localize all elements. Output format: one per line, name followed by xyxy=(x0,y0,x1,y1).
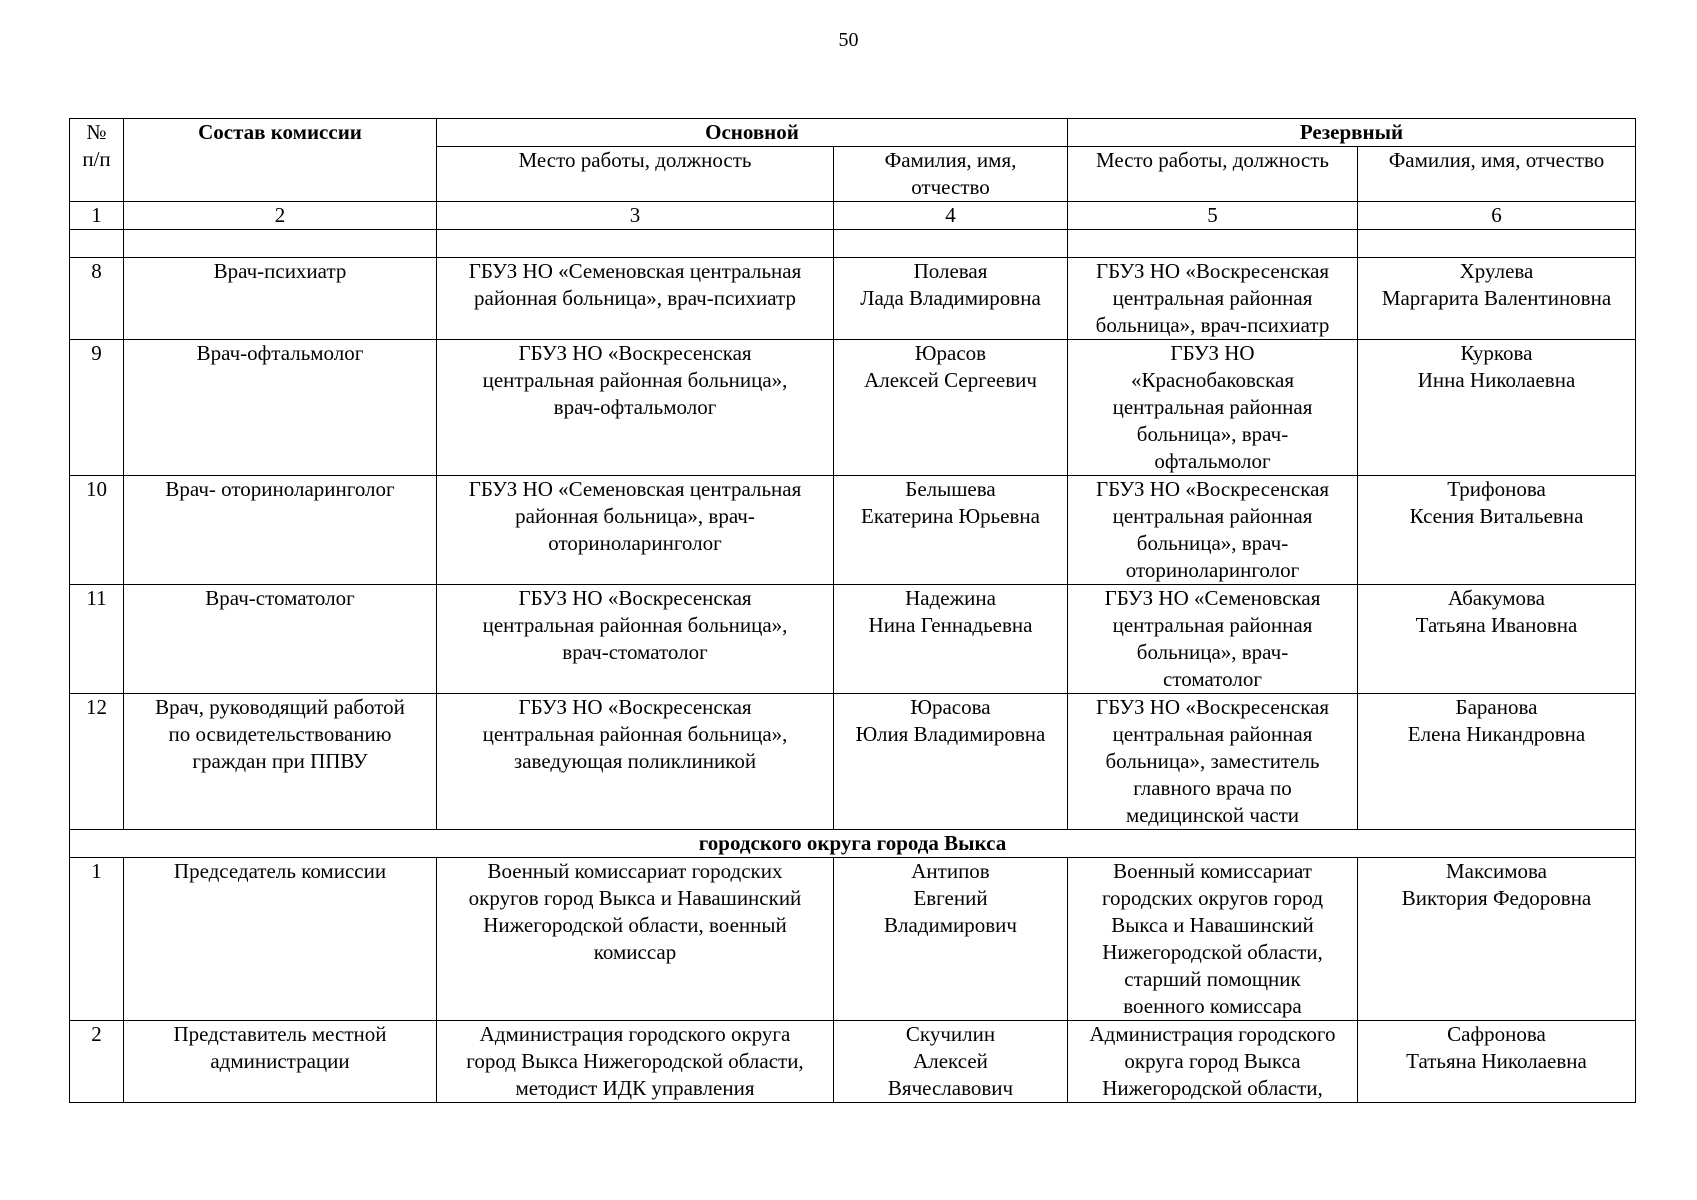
main-name-line: Нина Геннадьевна xyxy=(868,613,1033,637)
main-name-cell xyxy=(834,694,1068,830)
role-cell xyxy=(124,1021,437,1103)
reserve-workplace-line: центральная районная xyxy=(1112,395,1313,419)
role-line: граждан при ППВУ xyxy=(192,749,368,773)
reserve-name-cell xyxy=(1358,1021,1636,1103)
main-workplace-line: центральная районная больница», xyxy=(482,368,788,392)
column-number: 6 xyxy=(1358,202,1636,230)
reserve-name-cell xyxy=(1358,476,1636,585)
role-line: администрации xyxy=(210,1049,350,1073)
header-group-reserve: Резервный xyxy=(1068,119,1636,147)
section-row xyxy=(70,830,1636,858)
main-workplace-line: врач-стоматолог xyxy=(562,640,708,664)
main-workplace-line: округов город Выкса и Навашинский xyxy=(468,886,802,910)
column-number: 1 xyxy=(70,202,124,230)
reserve-workplace-line: городских округов город xyxy=(1101,886,1324,910)
main-name-cell xyxy=(834,476,1068,585)
role-line: Врач, руководящий работой xyxy=(155,695,405,719)
empty-cell xyxy=(437,230,834,258)
empty-cell xyxy=(1068,230,1358,258)
reserve-workplace-line: Военный комиссариат xyxy=(1113,859,1312,883)
commission-table xyxy=(69,118,1636,1103)
role-cell xyxy=(124,858,437,1021)
reserve-workplace-line: больница», врач- xyxy=(1136,422,1289,446)
reserve-workplace-line: военного комиссара xyxy=(1123,994,1302,1018)
header-col-no xyxy=(70,119,124,202)
main-workplace-line: комиссар xyxy=(593,940,677,964)
main-name-line: Антипов xyxy=(911,859,990,883)
header-main-name xyxy=(834,147,1068,202)
main-workplace-line: оториноларинголог xyxy=(548,531,722,555)
reserve-workplace-line: больница», врач- xyxy=(1136,640,1289,664)
main-workplace-line: ГБУЗ НО «Семеновская центральная xyxy=(468,477,802,501)
main-name-line: Полевая xyxy=(913,259,988,283)
header-reserve-workplace: Место работы, должность xyxy=(1068,147,1358,202)
main-name-line: Юрасова xyxy=(910,695,991,719)
main-name-line: Алексей xyxy=(913,1049,988,1073)
reserve-workplace-line: больница», врач- xyxy=(1136,531,1289,555)
reserve-workplace-line: ГБУЗ НО «Семеновская xyxy=(1104,586,1321,610)
main-workplace-line: районная больница», врач-психиатр xyxy=(474,286,796,310)
main-name-line: Надежина xyxy=(905,586,996,610)
table-row xyxy=(70,1021,1636,1103)
reserve-workplace-line: ГБУЗ НО «Воскресенская xyxy=(1095,477,1330,501)
reserve-name-line: Сафронова xyxy=(1447,1022,1546,1046)
reserve-workplace-line: Выкса и Навашинский xyxy=(1111,913,1314,937)
reserve-workplace-cell xyxy=(1068,585,1358,694)
reserve-name-line: Ксения Витальевна xyxy=(1409,504,1584,528)
reserve-workplace-line: центральная районная xyxy=(1112,613,1313,637)
main-name-line: Екатерина Юрьевна xyxy=(861,504,1040,528)
role-cell xyxy=(124,476,437,585)
main-workplace-line: Нижегородской области, военный xyxy=(483,913,787,937)
reserve-workplace-line: Нижегородской области, xyxy=(1102,940,1323,964)
reserve-name-line: Маргарита Валентиновна xyxy=(1381,286,1612,310)
reserve-workplace-line: ГБУЗ НО «Воскресенская xyxy=(1095,695,1330,719)
table-row xyxy=(70,585,1636,694)
reserve-name-line: Хрулева xyxy=(1459,259,1534,283)
role-line: Врач-офтальмолог xyxy=(196,341,364,365)
reserve-name-line: Максимова xyxy=(1446,859,1547,883)
column-number: 2 xyxy=(124,202,437,230)
main-workplace-line: центральная районная больница», xyxy=(482,722,788,746)
table-row xyxy=(70,858,1636,1021)
main-workplace-line: центральная районная больница», xyxy=(482,613,788,637)
role-cell xyxy=(124,258,437,340)
reserve-workplace-line: Нижегородской области, xyxy=(1102,1076,1323,1100)
reserve-workplace-line: «Краснобаковская xyxy=(1130,368,1294,392)
main-name-line: Скучилин xyxy=(905,1022,996,1046)
reserve-workplace-cell xyxy=(1068,476,1358,585)
column-number: 4 xyxy=(834,202,1068,230)
empty-cell xyxy=(124,230,437,258)
reserve-workplace-line: медицинской части xyxy=(1125,803,1300,827)
empty-cell xyxy=(70,230,124,258)
header-reserve-name: Фамилия, имя, отчество xyxy=(1358,147,1636,202)
reserve-name-cell xyxy=(1358,694,1636,830)
reserve-workplace-cell xyxy=(1068,1021,1358,1103)
main-name-line: Вячеславович xyxy=(887,1076,1014,1100)
reserve-name-line: Виктория Федоровна xyxy=(1401,886,1592,910)
role-cell xyxy=(124,694,437,830)
reserve-workplace-line: округа город Выкса xyxy=(1124,1049,1301,1073)
role-cell xyxy=(124,340,437,476)
table-row xyxy=(70,694,1636,830)
main-workplace-line: врач-офтальмолог xyxy=(553,395,717,419)
reserve-name-line: Абакумова xyxy=(1448,586,1545,610)
reserve-workplace-cell xyxy=(1068,694,1358,830)
role-cell xyxy=(124,585,437,694)
main-workplace-cell xyxy=(437,340,834,476)
reserve-name-line: Татьяна Николаевна xyxy=(1406,1049,1587,1073)
role-line: Врач- оториноларинголог xyxy=(165,477,395,501)
main-workplace-line: ГБУЗ НО «Воскресенская xyxy=(518,695,752,719)
reserve-workplace-line: оториноларинголог xyxy=(1125,558,1300,582)
main-name-line: Юрасов xyxy=(914,341,987,365)
reserve-name-cell xyxy=(1358,258,1636,340)
row-number-cell: 1 xyxy=(70,858,124,1021)
header-col-no-line: п/п xyxy=(82,147,111,171)
main-name-line: Евгений xyxy=(913,886,988,910)
main-name-line: Алексей Сергеевич xyxy=(864,368,1037,392)
column-number: 3 xyxy=(437,202,834,230)
header-main-workplace: Место работы, должность xyxy=(437,147,834,202)
header-main-name-line: Фамилия, имя, xyxy=(884,148,1017,172)
reserve-name-cell xyxy=(1358,585,1636,694)
reserve-name-cell xyxy=(1358,340,1636,476)
reserve-name-line: Татьяна Ивановна xyxy=(1415,613,1578,637)
reserve-workplace-line: Администрация городского xyxy=(1089,1022,1336,1046)
reserve-workplace-line: ГБУЗ НО xyxy=(1170,341,1255,365)
table-row xyxy=(70,258,1636,340)
reserve-workplace-line: ГБУЗ НО «Воскресенская xyxy=(1095,259,1330,283)
header-row-1 xyxy=(70,119,1636,147)
reserve-workplace-line: больница», заместитель xyxy=(1105,749,1320,773)
role-line: Представитель местной xyxy=(173,1022,387,1046)
empty-cell xyxy=(1358,230,1636,258)
role-line: Председатель комиссии xyxy=(173,859,387,883)
reserve-name-line: Баранова xyxy=(1455,695,1538,719)
main-workplace-line: методист ИДК управления xyxy=(515,1076,755,1100)
column-number-row xyxy=(70,202,1636,230)
main-workplace-line: город Выкса Нижегородской области, xyxy=(466,1049,804,1073)
main-workplace-line: ГБУЗ НО «Воскресенская xyxy=(518,341,752,365)
main-name-cell xyxy=(834,258,1068,340)
main-name-line: Владимирович xyxy=(884,913,1017,937)
table-body xyxy=(70,202,1636,1103)
main-name-cell xyxy=(834,858,1068,1021)
row-number-cell: 10 xyxy=(70,476,124,585)
header-col-no-line: № xyxy=(86,120,107,144)
header-main-name-line: отчество xyxy=(911,175,990,199)
main-workplace-cell xyxy=(437,1021,834,1103)
row-number-cell: 2 xyxy=(70,1021,124,1103)
main-workplace-cell xyxy=(437,694,834,830)
column-number: 5 xyxy=(1068,202,1358,230)
header-col-composition: Состав комиссии xyxy=(124,119,437,202)
reserve-workplace-cell xyxy=(1068,258,1358,340)
row-number-cell: 12 xyxy=(70,694,124,830)
header-group-main: Основной xyxy=(437,119,1068,147)
reserve-name-line: Куркова xyxy=(1460,341,1533,365)
main-workplace-line: Администрация городского округа xyxy=(479,1022,791,1046)
main-workplace-cell xyxy=(437,585,834,694)
reserve-workplace-line: офтальмолог xyxy=(1154,449,1271,473)
page-number: 50 xyxy=(838,29,859,51)
row-number-cell: 11 xyxy=(70,585,124,694)
main-workplace-line: Военный комиссариат городских xyxy=(487,859,783,883)
main-name-line: Лада Владимировна xyxy=(860,286,1041,310)
reserve-workplace-line: старший помощник xyxy=(1124,967,1301,991)
main-workplace-cell xyxy=(437,476,834,585)
reserve-workplace-cell xyxy=(1068,858,1358,1021)
main-name-line: Юлия Владимировна xyxy=(855,722,1046,746)
role-line: Врач-психиатр xyxy=(213,259,347,283)
main-name-line: Белышева xyxy=(905,477,996,501)
row-number-cell: 9 xyxy=(70,340,124,476)
main-workplace-line: ГБУЗ НО «Воскресенская xyxy=(518,586,752,610)
reserve-workplace-line: центральная районная xyxy=(1112,286,1313,310)
main-name-cell xyxy=(834,340,1068,476)
reserve-workplace-line: больница», врач-психиатр xyxy=(1095,313,1330,337)
main-workplace-line: заведующая поликлиникой xyxy=(513,749,757,773)
section-title: городского округа города Выкса xyxy=(70,830,1636,858)
reserve-name-line: Трифонова xyxy=(1447,477,1546,501)
main-workplace-cell xyxy=(437,258,834,340)
reserve-name-line: Елена Никандровна xyxy=(1407,722,1586,746)
main-workplace-cell xyxy=(437,858,834,1021)
table-row xyxy=(70,340,1636,476)
table-row xyxy=(70,476,1636,585)
main-workplace-line: районная больница», врач- xyxy=(515,504,755,528)
reserve-name-line: Инна Николаевна xyxy=(1417,368,1576,392)
role-line: по освидетельствованию xyxy=(168,722,392,746)
reserve-workplace-line: центральная районная xyxy=(1112,722,1313,746)
main-workplace-line: ГБУЗ НО «Семеновская центральная xyxy=(468,259,802,283)
main-name-cell xyxy=(834,585,1068,694)
reserve-workplace-line: центральная районная xyxy=(1112,504,1313,528)
reserve-workplace-cell xyxy=(1068,340,1358,476)
reserve-workplace-line: главного врача по xyxy=(1133,776,1292,800)
reserve-workplace-line: стоматолог xyxy=(1163,667,1262,691)
row-number-cell: 8 xyxy=(70,258,124,340)
empty-cell xyxy=(834,230,1068,258)
empty-row xyxy=(70,230,1636,258)
role-line: Врач-стоматолог xyxy=(205,586,355,610)
reserve-name-cell xyxy=(1358,858,1636,1021)
main-name-cell xyxy=(834,1021,1068,1103)
